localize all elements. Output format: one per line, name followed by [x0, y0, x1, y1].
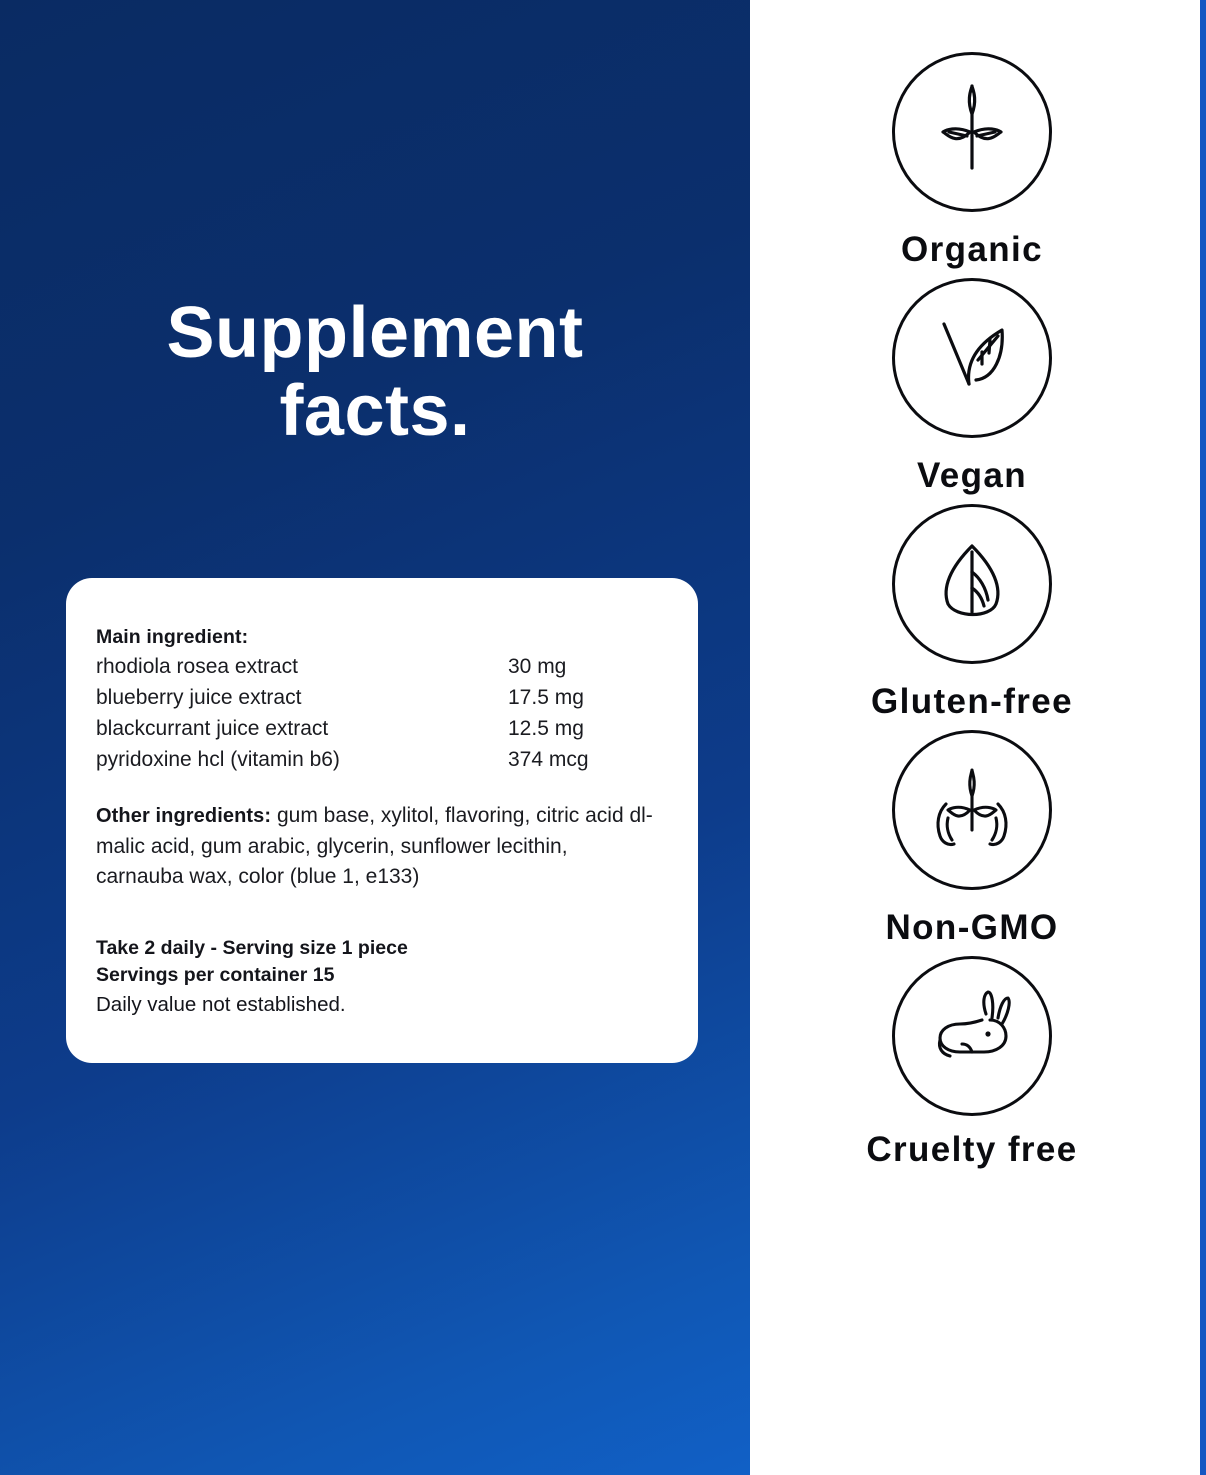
certification-badges-panel: [750, 0, 1206, 1475]
table-row: [96, 651, 658, 682]
daily-value-note: Daily value not established.: [96, 993, 346, 1016]
grain-leaf-icon: [916, 526, 1028, 643]
page-title-line1: Supplement: [166, 293, 584, 373]
vegan-leaf-v-icon: [916, 300, 1028, 417]
ingredient-amount: 374 mcg: [508, 748, 589, 772]
main-ingredients-table: [96, 651, 658, 775]
page-title-line2: facts.: [279, 370, 471, 451]
badge-ring: [892, 278, 1052, 438]
badge-label: Cruelty free: [866, 1130, 1078, 1169]
facts-card: [66, 578, 698, 1063]
ingredient-name: rhodiola rosea extract: [96, 655, 298, 678]
other-ingredients-heading: Other ingredients:: [96, 805, 272, 828]
badge-ring: [892, 504, 1052, 664]
badge-label: Non-GMO: [885, 908, 1059, 947]
facts-card-content: [96, 626, 658, 1019]
badge-ring: [892, 956, 1052, 1116]
page-title: [70, 295, 680, 451]
other-ingredients-text: gum base, xylitol, flavoring, citric acid dl-malic acid, gum arabic, glycerin, sunflower lecithin, carnauba wax, color (blue 1, e133): [96, 804, 653, 889]
ingredient-name: pyridoxine hcl (vitamin b6): [96, 748, 340, 772]
ingredient-name: blackcurrant juice extract: [96, 717, 329, 741]
badge-ring: [892, 52, 1052, 212]
plant-three-leaves-icon: [916, 74, 1028, 191]
ingredient-amount: 12.5 mg: [508, 717, 584, 741]
ingredient-amount: 17.5 mg: [508, 686, 584, 710]
other-ingredients-block: [96, 801, 658, 892]
ingredient-name: blueberry juice extract: [96, 686, 302, 710]
edge-stripe-blue: [1200, 0, 1206, 1475]
badge-cruelty-free: [866, 956, 1077, 1170]
dosage-block: [96, 935, 658, 1019]
badge-gluten-free: [871, 504, 1073, 722]
main-ingredient-heading: Main ingredient:: [96, 626, 249, 648]
table-row: [96, 744, 658, 775]
rabbit-icon: [916, 978, 1028, 1095]
badge-list: [762, 52, 1182, 1178]
badge-label: Gluten-free: [870, 682, 1074, 721]
dosage-serving-size: Take 2 daily - Serving size 1 piece: [96, 936, 408, 959]
ingredient-amount: 30 mg: [508, 655, 567, 678]
table-row: [96, 713, 658, 744]
badge-non-gmo: [885, 730, 1058, 948]
badge-organic: [892, 52, 1052, 270]
badge-label: Vegan: [916, 456, 1028, 495]
badge-ring: [892, 730, 1052, 890]
badge-label: Organic: [900, 230, 1044, 269]
dosage-servings-per-container: Servings per container 15: [96, 964, 335, 987]
hands-plant-icon: [916, 752, 1028, 869]
badge-vegan: [892, 278, 1052, 496]
table-row: [96, 682, 658, 713]
